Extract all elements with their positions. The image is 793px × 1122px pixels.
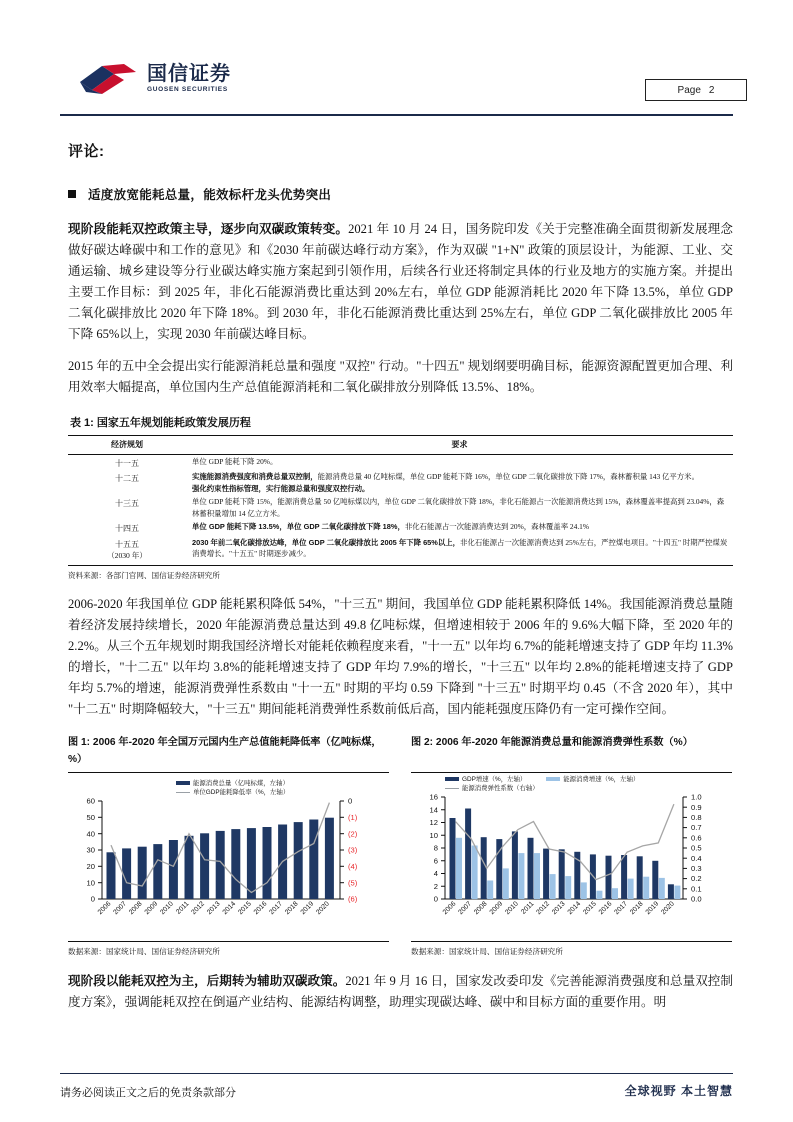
svg-text:0.4: 0.4 (691, 853, 702, 863)
svg-text:2019: 2019 (644, 899, 661, 916)
table-1-bottom-rule (68, 565, 733, 566)
guosen-logo-icon (78, 62, 138, 96)
header-divider (60, 114, 733, 116)
chart-2-legend-item-0 (445, 775, 526, 784)
svg-text:2007: 2007 (457, 899, 474, 916)
legend-line-icon (176, 792, 190, 793)
page-number: 2 (708, 84, 715, 96)
svg-text:0.6: 0.6 (691, 832, 702, 842)
paragraph-2: 2015 年的五中全会提出实行能源消耗总量和强度 "双控" 行动。"十四五" 规划纲要明确目标，能源资源配置更加合理、利用效率大幅提高，单位国内生产总值能源消耗和二氧化碳排放分别降低 13.5%、18%。 (68, 359, 733, 394)
table-header-row (68, 436, 733, 455)
paragraph-4-lead: 现阶段以能耗双控为主，后期转为辅助双碳政策。 (68, 973, 346, 988)
req-seg-bold: 实施能源消费强度和消费总量双控制， (192, 472, 318, 481)
svg-text:0.9: 0.9 (691, 802, 702, 812)
paragraph-4-body: 2021 年 9 月 16 日，国家发改委印发《完善能源消费强度和总量双控制度方案》，强调能耗双控在倒逼产业结构、能源结构调整，助理实现碳达峰、碳中和目标方面的重要作用。明 (68, 973, 734, 1009)
company-logo (78, 62, 231, 96)
table-cell-requirement (186, 536, 733, 565)
svg-text:2009: 2009 (488, 899, 505, 916)
legend-label: 能源消费弹性系数（右轴） (462, 784, 539, 792)
table-cell-period: 十二五 (115, 474, 139, 483)
table-cell-period-main: 十五五 (115, 539, 139, 549)
svg-text:1.0: 1.0 (691, 792, 702, 802)
svg-text:2018: 2018 (283, 899, 300, 916)
table-header-period: 经济规划 (68, 436, 186, 455)
svg-text:2017: 2017 (268, 899, 285, 916)
chart-1-title: 图 1: 2006 年-2020 年全国万元国内生产总值能耗降低率（亿吨标煤，%） (68, 736, 382, 765)
footer-divider (60, 1073, 733, 1074)
table-cell-period-sub: （2030 年） (107, 551, 147, 560)
chart-2-svg (411, 773, 732, 941)
legend-label: 能源消费增速（%，左轴） (563, 775, 640, 783)
charts-row (68, 734, 733, 957)
svg-text:(1): (1) (348, 812, 358, 822)
svg-text:(3): (3) (348, 845, 358, 855)
chart-2-plot (411, 773, 732, 941)
svg-text:0: 0 (348, 796, 353, 806)
svg-text:30: 30 (86, 845, 95, 855)
table-row (68, 495, 733, 520)
bullet-heading (68, 185, 733, 203)
svg-text:2010: 2010 (504, 899, 520, 916)
table-row (68, 536, 733, 565)
chart-2-legend-item-2 (445, 784, 731, 793)
paragraph-3: 2006-2020 年我国单位 GDP 能耗累积降低 54%，"十三五" 期间，我国单位 GDP 能耗累积降低 14%。我国能源消费总量随着经济发展持续增长，2020 年能源消费总量达到 49.8 亿吨标煤，但增速相较于 2006 年的 9.6%大幅下降，至 2020 年的 2.2%。从三个五年规划时期我国经济增长对能耗依赖程度来看，"十一五" 以年均 6.7%的能耗增速支持了 GDP 年均 11.3%的增长，"十二五" 以年均 3.8%的能耗增速支持了 GDP 年均 7.9%的增长，"十三五" 以年均 2.8%的能耗增速支持了 GDP 年均 5.7%的增速，能源消费弹性系数由 "十一五" 时期的平均 0.59 下降到 "十三五" 时期平均 0.45（不含 2020 年），其中 "十二五" 时期降幅较大，"十三五" 期间能耗消费弹性系数前低后高，国内能耗强度压降仍有一定可操作空间。 (68, 596, 733, 716)
paragraph-4 (68, 971, 733, 1013)
svg-text:(5): (5) (348, 877, 358, 887)
page-header (0, 0, 793, 120)
table-1 (68, 435, 733, 565)
req-seg-bold: 强化约束性指标管理，实行能源总量和强度双控行动。 (192, 483, 370, 493)
svg-text:2016: 2016 (252, 899, 269, 916)
chart-1-plot (68, 773, 389, 941)
svg-text:0.1: 0.1 (691, 883, 702, 893)
table-1-source: 资料来源：各部门官网、国信证券经济研究所 (68, 570, 220, 580)
paragraph-1-body: 2021 年 10 月 24 日，国务院印发《关于完整准确全面贯彻新发展理念做好碳达峰碳中和工作的意见》和《2030 年前碳达峰行动方案》，作为双碳 "1+N" 政策的顶层设计，为能源、工业、交通运输、城乡建设等分行业碳达峰实施方案起到引领作用，后续各行业还将制定具体的行业及地方的实施方案。并提出主要工作目标：到 2025 年，非化石能源消费比重达到 20%左右，单位 GDP 能源消耗比 2020 年下降 13.5%，单位 GDP 二氧化碳排放比 2020 年下降 18%。到 2030 年，非化石能源消费比重达到 25%左右，单位 GDP 二氧化碳排放比 2005 年下降 65%以上，实现 2030 年前碳达峰目标。 (68, 222, 734, 341)
req-seg: 单位 GDP 能耗下降 20%。 (192, 456, 278, 466)
chart-1-legend-item-1 (176, 788, 289, 797)
svg-text:60: 60 (86, 796, 95, 806)
svg-text:2006: 2006 (441, 899, 458, 916)
req-seg: 非化石能源占一次能源消费达到 25%左右，严控煤电项目。"十四五" 时期严控煤炭消费增长。"十五五" 时期逐步减少。 (192, 537, 728, 558)
logo-text-en: GUOSEN SECURITIES (147, 86, 228, 94)
svg-text:14: 14 (429, 804, 438, 814)
svg-text:2014: 2014 (221, 899, 238, 916)
svg-text:12: 12 (429, 817, 438, 827)
svg-text:40: 40 (86, 828, 95, 838)
svg-text:2006: 2006 (96, 899, 113, 916)
svg-text:2012: 2012 (190, 899, 207, 916)
svg-text:2020: 2020 (660, 899, 676, 916)
chart-2-source: 数据来源：国家统计局、国信证券经济研究所 (411, 941, 732, 957)
chart-2-legend (445, 775, 731, 793)
table-row (68, 470, 733, 495)
svg-text:2017: 2017 (613, 899, 630, 916)
page-title: 评论: (68, 143, 105, 160)
page-content (68, 140, 733, 1024)
svg-text:10: 10 (429, 830, 438, 840)
svg-text:10: 10 (86, 877, 95, 887)
paragraph-1 (68, 219, 733, 345)
table-cell-requirement (186, 470, 733, 495)
footer-slogan: 全球视野 本土智慧 (624, 1084, 733, 1098)
table-cell-period: 十三五 (115, 499, 139, 508)
chart-1-legend-item-0 (176, 779, 289, 788)
svg-text:0.2: 0.2 (691, 873, 702, 883)
logo-text-cn: 国信证券 (147, 63, 231, 86)
legend-label: GDP增速（%，左轴） (462, 775, 527, 783)
legend-line-icon (445, 788, 459, 789)
svg-text:0.5: 0.5 (691, 843, 702, 853)
chart-1-container (68, 734, 389, 957)
svg-text:2013: 2013 (205, 899, 222, 916)
svg-text:0.8: 0.8 (691, 812, 702, 822)
req-seg-bold: 单位 GDP 能耗下降 13.5%，单位 GDP 二氧化碳排放下降 18%， (192, 522, 405, 531)
svg-text:16: 16 (429, 792, 438, 802)
svg-text:20: 20 (86, 861, 95, 871)
table-1-title: 表 1: 国家五年规划能耗政策发展历程 (70, 417, 251, 429)
chart-1-svg (68, 773, 389, 941)
table-row (68, 520, 733, 536)
svg-text:6: 6 (433, 855, 438, 865)
table-cell-requirement (186, 454, 733, 470)
svg-text:2: 2 (433, 881, 438, 891)
svg-text:2013: 2013 (550, 899, 567, 916)
bullet-heading-label: 适度放宽能耗总量，能效标杆龙头优势突出 (88, 188, 332, 202)
chart-1-source: 数据来源：国家统计局、国信证券经济研究所 (68, 941, 389, 957)
svg-text:2016: 2016 (597, 899, 614, 916)
svg-text:0: 0 (90, 894, 95, 904)
page-number-box (645, 79, 747, 101)
svg-text:2020: 2020 (315, 899, 331, 916)
legend-swatch-icon (445, 777, 459, 781)
svg-text:0: 0 (433, 894, 438, 904)
svg-text:2009: 2009 (143, 899, 160, 916)
svg-text:0.3: 0.3 (691, 863, 702, 873)
svg-text:0.0: 0.0 (691, 894, 702, 904)
page-label: Page (677, 84, 701, 96)
svg-text:(6): (6) (348, 894, 358, 904)
svg-text:8: 8 (433, 843, 438, 853)
chart-2-container (411, 734, 732, 957)
table-cell-period (68, 536, 186, 565)
legend-label: 能源消费总量（亿吨标煤，左轴） (193, 779, 289, 787)
chart-1-legend (176, 779, 289, 797)
svg-text:(2): (2) (348, 828, 358, 838)
svg-text:2011: 2011 (175, 899, 191, 916)
svg-text:2018: 2018 (628, 899, 645, 916)
req-seg: 非化石能源占一次能源消费达到 20%，森林覆盖率 24.1% (404, 522, 590, 531)
svg-text:2008: 2008 (472, 899, 489, 916)
svg-text:50: 50 (86, 812, 95, 822)
legend-label: 单位GDP能耗降低率（%，左轴） (193, 788, 290, 796)
svg-text:2014: 2014 (566, 899, 583, 916)
svg-text:2008: 2008 (127, 899, 144, 916)
req-seg: 单位 GDP 能耗下降 15%，能源消费总量 50 亿吨标煤以内，单位 GDP 二氧化碳排放下降 18%，非化石能源占一次能源消费达到 15%，森林覆盖率提高到 23.04%，森林蓄积量增加 14 亿立方米。 (192, 497, 725, 518)
req-seg-bold: 2030 年前二氧化碳排放达峰，单位 GDP 二氧化碳排放比 2005 年下降 65%以上， (192, 537, 461, 547)
svg-text:2007: 2007 (112, 899, 129, 916)
table-cell-period: 十四五 (115, 524, 139, 533)
table-header-requirement: 要求 (186, 436, 733, 455)
legend-swatch-icon (176, 781, 190, 785)
svg-text:2019: 2019 (299, 899, 316, 916)
chart-2-legend-item-1 (546, 775, 639, 784)
svg-text:2011: 2011 (520, 899, 536, 916)
svg-text:4: 4 (433, 868, 438, 878)
svg-text:2015: 2015 (582, 899, 598, 916)
svg-text:(4): (4) (348, 861, 358, 871)
chart-2-title: 图 2: 2006 年-2020 年能源消费总量和能源消费弹性系数（%） (411, 736, 693, 748)
square-bullet-icon (68, 190, 76, 198)
table-cell-requirement (186, 520, 733, 536)
req-seg: 能源消费总量 40 亿吨标煤，单位 GDP 能耗下降 16%，单位 GDP 二氧化碳排放下降 17%，森林蓄积量 143 亿平方米。 (317, 472, 699, 481)
svg-text:2012: 2012 (535, 899, 552, 916)
table-cell-period: 十一五 (115, 458, 139, 468)
svg-text:2010: 2010 (159, 899, 175, 916)
table-row (68, 454, 733, 470)
svg-text:0.7: 0.7 (691, 822, 702, 832)
legend-swatch-icon (546, 777, 560, 781)
footer-disclaimer: 请务必阅读正文之后的免责条款部分 (60, 1087, 236, 1099)
svg-text:2015: 2015 (237, 899, 253, 916)
paragraph-1-lead: 现阶段能耗双控政策主导，逐步向双碳政策转变。 (68, 222, 349, 236)
table-cell-requirement (186, 495, 733, 520)
